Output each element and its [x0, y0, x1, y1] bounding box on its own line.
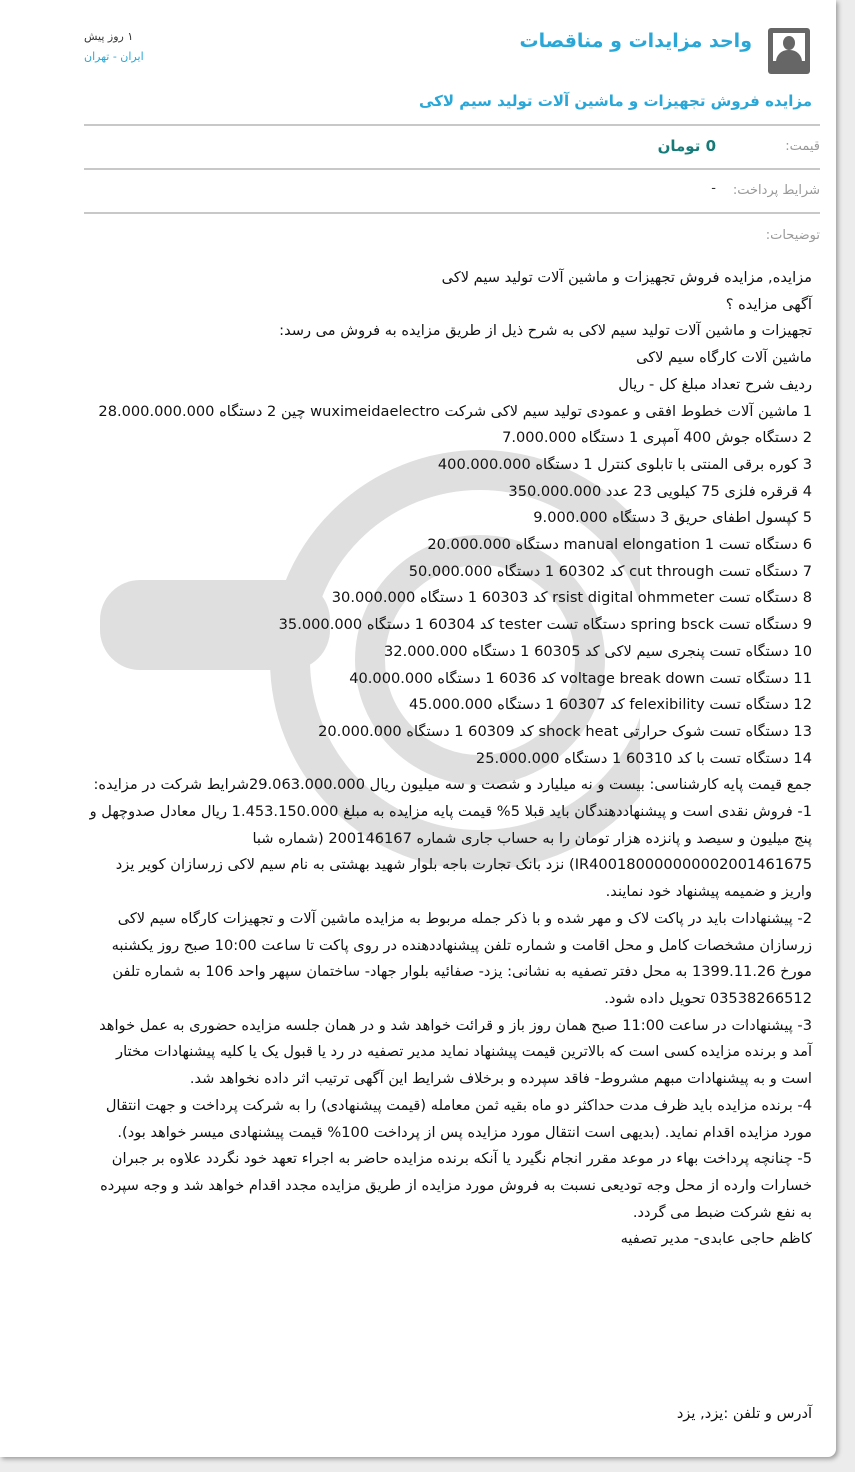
description-line: 12 دستگاه تست felexibility کد 60307 1 دستگاه 45.000.000: [409, 696, 812, 714]
description-line: 8 دستگاه تست rsist digital ohmmeter کد 60303 1 دستگاه 30.000.000: [331, 589, 812, 607]
location: ایران - تهران: [84, 50, 144, 63]
ad-title: مزایده فروش تجهیزات و ماشین آلات تولید سیم لاکی: [418, 92, 812, 110]
divider: [84, 168, 820, 170]
description-line: 1 ماشین آلات خطوط افقی و عمودی تولید سیم لاکی شرکت wuximeidaelectro چین 2 دستگاه 28.000.000.000: [98, 402, 812, 420]
organization-name[interactable]: واحد مزایدات و مناقصات: [519, 30, 752, 52]
description-line: 3- پیشنهادات در ساعت 11:00 صبح همان روز باز و قرائت خواهد شد و در همان جلسه مزایده حضوری به عمل خواهد آمد و برنده مزایده کسی است که بالاترین قیمت پیشنهاد نماید مدیر تصفیه در رد یا قبول یک یا کلیه پیشنهادات مختار است و به پیشنهادات مبهم مشروط- فاقد سپرده و برخلاف شرایط این آگهی ترتیب اثر داده نخواهد شد.: [99, 1016, 812, 1088]
description-line: مزایده, مزایده فروش تجهیزات و ماشین آلات تولید سیم لاکی: [441, 269, 812, 286]
description-line: 4 قرقره فلزی 75 کیلویی 23 عدد 350.000.000: [508, 482, 812, 500]
payment-label: شرایط پرداخت:: [732, 183, 820, 198]
description-line: ردیف شرح تعداد مبلغ کل - ریال: [618, 375, 812, 393]
description-line: آگهی مزایده ؟: [725, 295, 812, 313]
description-line: تجهیزات و ماشین آلات تولید سیم لاکی به شرح ذیل از طریق مزایده به فروش می رسد:: [279, 322, 812, 340]
description-body: [84, 265, 812, 1253]
description-line: جمع قیمت پایه کارشناسی: بیست و نه میلیارد و شصت و سه میلیون ریال 29.063.000.000شرایط شرکت در مزایده:: [93, 776, 812, 794]
time-ago: ۱ روز پیش: [84, 30, 134, 43]
description-line: ماشین آلات کارگاه سیم لاکی: [636, 349, 812, 367]
price-label: قیمت:: [785, 139, 820, 154]
description-line: 10 دستگاه تست پنجری سیم لاکی کد 60305 1 دستگاه 32.000.000: [384, 642, 812, 660]
description-line: 9 دستگاه تست spring bsck دستگاه تست tester کد 60304 1 دستگاه 35.000.000: [278, 616, 812, 634]
address: آدرس و تلفن :یزد, یزد: [676, 1405, 812, 1422]
description-line: 4- برنده مزایده باید ظرف مدت حداکثر دو ماه بقیه ثمن معامله (قیمت پیشنهادی) را به شرکت پرداخت و جهت انتقال مورد مزایده اقدام نماید. (بدیهی است انتقال مورد مزایده پس از پرداخت 100% قیمت پیشنهادی میسر خواهد بود).: [105, 1096, 812, 1141]
description-line: کاظم حاجی عابدی- مدیر تصفیه: [620, 1230, 812, 1248]
description-line: 14 دستگاه تست با کد 60310 1 دستگاه 25.000.000: [475, 749, 812, 767]
description-line: 11 دستگاه تست voltage break down کد 6036 1 دستگاه 40.000.000: [349, 669, 812, 687]
description-line: 2- پیشنهادات باید در پاکت لاک و مهر شده و با ذکر جمله مربوط به مزایده ماشین آلات و تجهیزات کارگاه سیم لاکی زرسازان مشخصات کامل و محل اقامت و شماره تلفن پیشنهاددهنده در روی پاکت تا ساعت 10:00 صبح روز یکشنبه مورخ 1399.11.26 به محل دفتر تصفیه به نشانی: یزد- صفائیه بلوار جهاد- ساختمان سپهر واحد 106 به شماره تلفن 03538266512 تحویل داده شود.: [111, 909, 812, 1007]
description-line: 1- فروش نقدی است و پیشنهاددهندگان باید قبلا 5% قیمت پایه مزایده به مبلغ 1.453.150.000 ریال معادل صدوچهل و پنج میلیون و سیصد و پانزده هزار تومان را به حساب جاری شماره 200146167 (شماره شبا IR400180000000002001461675) نزد بانک تجارت باجه بلوار شهید بهشتی به نام سیم لاکی زرسازان کویر یزد واریز و ضمیمه پیشنهاد خود نمایند.: [89, 803, 812, 901]
description-line: 5 کپسول اطفای حریق 3 دستگاه 9.000.000: [533, 509, 812, 527]
price-value: 0 تومان: [657, 137, 716, 155]
description-line: 13 دستگاه تست شوک حرارتی shock heat کد 60309 1 دستگاه 20.000.000: [318, 722, 812, 740]
description-line: 3 کوره برقی المنتی با تابلوی کنترل 1 دستگاه 400.000.000: [437, 455, 812, 473]
avatar-icon: [768, 28, 810, 74]
description-line: 2 دستگاه جوش 400 آمپری 1 دستگاه 7.000.000: [502, 429, 812, 447]
divider: [84, 124, 820, 126]
payment-value: -: [711, 181, 716, 196]
divider: [84, 212, 820, 214]
description-line: 7 دستگاه تست cut through کد 60302 1 دستگاه 50.000.000: [408, 562, 812, 580]
description-line: 5- چنانچه پرداخت بهاء در موعد مقرر انجام نگیرد یا آنکه برنده مزایده حاضر به اجراء تعهد خود نگردد علاوه بر جبران خسارات وارده از محل وجه تودیعی نسبت به فروش مورد مزایده از طریق مزایده مجدد اقدام خواهد شد و وجه سپرده به نفع شرکت ضبط می گردد.: [100, 1150, 812, 1221]
description-label: توضیحات:: [765, 228, 820, 243]
description-line: 6 دستگاه تست 1 manual elongation دستگاه 20.000.000: [427, 536, 812, 554]
